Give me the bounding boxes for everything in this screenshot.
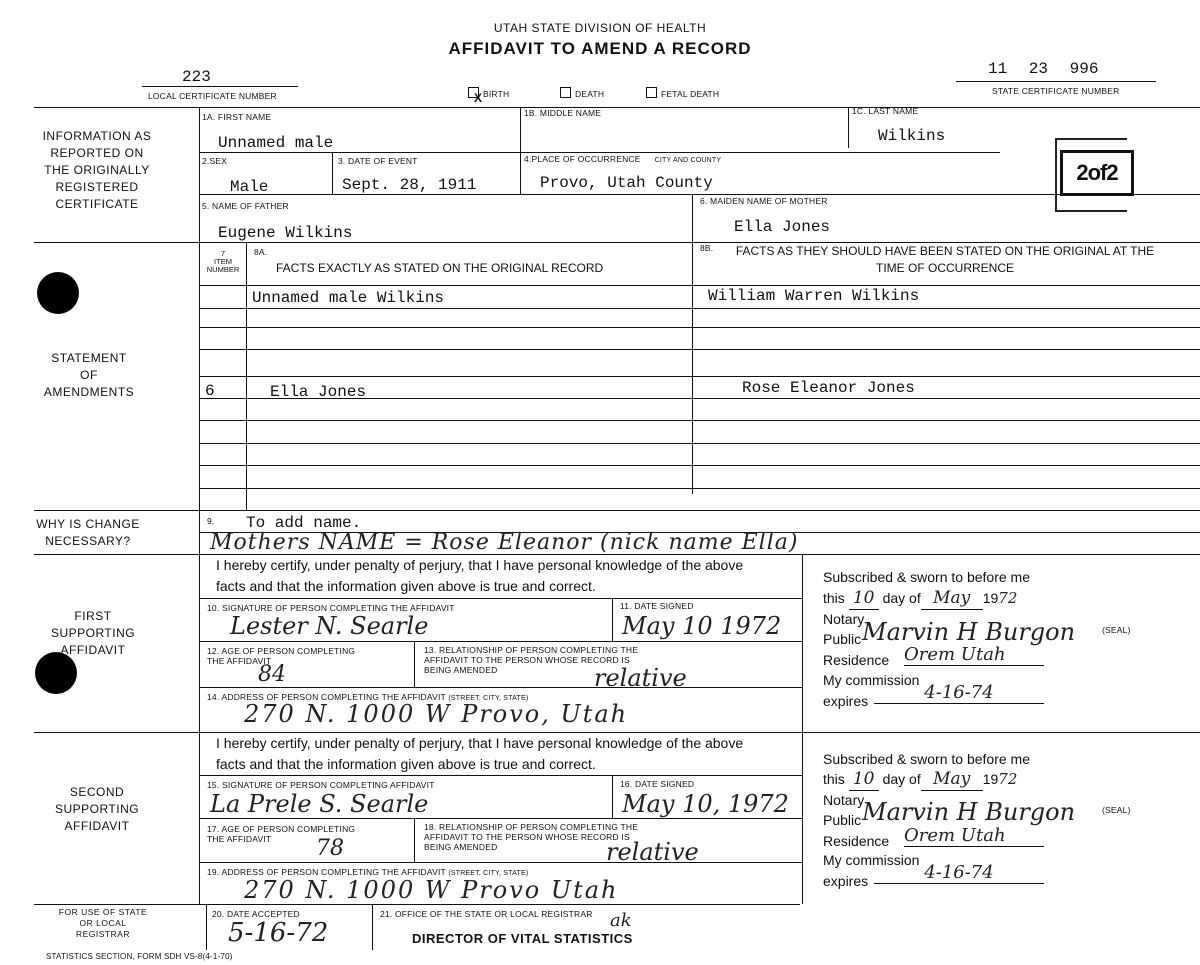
date-of-event-label: 3. DATE OF EVENT [338, 156, 418, 166]
record-type-fetal-death[interactable]: FETAL DEATH [646, 87, 719, 99]
state-cert-number: 11 23 996 [988, 60, 1099, 78]
amend-row2-original: Ella Jones [270, 383, 367, 401]
second-date-signed: May 10, 1972 [622, 790, 789, 818]
second-address: 270 N. 1000 W Provo Utah [244, 876, 619, 904]
record-type-birth[interactable]: X BIRTH [468, 87, 509, 99]
second-expires: 4-16-74 [874, 862, 1044, 884]
second-notary-label: Notary [823, 792, 865, 808]
place-label: 4.PLACE OF OCCURRENCE CITY AND COUNTY [524, 154, 722, 164]
first-commission-label: My commission [823, 672, 920, 688]
first-notary-date: this 10 day of May 1972 [823, 588, 1018, 608]
second-public-label: Public [823, 812, 862, 828]
second-notary-signature: Marvin H Burgon [862, 798, 1076, 826]
first-relationship: relative [594, 664, 687, 692]
first-residence-label: Residence [823, 652, 890, 668]
reason-handwritten: Mothers NAME = Rose Eleanor (nick name Ella) [210, 530, 799, 555]
second-certify-text: I hereby certify, under penalty of perjury, that I have personal knowledge of the above facts and that the information given above is true and correct. [216, 735, 744, 772]
first-date-label: 11. DATE SIGNED [620, 601, 694, 611]
second-signature: La Prele S. Searle [210, 790, 429, 818]
second-seal: (SEAL) [1102, 805, 1131, 815]
first-date-signed: May 10 1972 [622, 612, 782, 640]
first-seal: (SEAL) [1102, 625, 1131, 635]
first-notary-line1: Subscribed & sworn to before me [823, 569, 1030, 585]
second-age: 78 [316, 836, 344, 861]
page-stamp-text: 2of2 [1060, 150, 1134, 196]
first-public-label: Public [823, 631, 862, 647]
amend-row1-original: Unnamed male Wilkins [252, 289, 445, 307]
section-label-second: SECOND SUPPORTING AFFIDAVIT [54, 785, 140, 833]
local-cert-number: 223 [182, 68, 211, 86]
place-value: Provo, Utah County [540, 174, 713, 192]
second-notary-date: this 10 day of May 1972 [823, 769, 1018, 789]
date-of-event-value: Sept. 28, 1911 [342, 176, 477, 194]
second-date-label: 16. DATE SIGNED [620, 779, 695, 789]
office-label: 21. OFFICE OF THE STATE OR LOCAL REGISTRAR [380, 909, 593, 919]
reason-num: 9. [207, 516, 215, 526]
first-notary-label: Notary [823, 611, 865, 627]
form-footer: STATISTICS SECTION, FORM SDH VS-8(4-1-70) [46, 952, 233, 961]
first-address: 270 N. 1000 W Provo, Utah [244, 700, 629, 728]
first-signature: Lester N. Searle [230, 612, 429, 640]
section-label-registrar: FOR USE OF STATE OR LOCAL REGISTRAR [58, 907, 148, 939]
second-notary-line1: Subscribed & sworn to before me [823, 751, 1030, 767]
agency-name: UTAH STATE DIVISION OF HEALTH [493, 21, 707, 35]
mother-label: 6. MAIDEN NAME OF MOTHER [700, 196, 828, 206]
section-label-original: INFORMATION AS REPORTED ON THE ORIGINALLY REGISTERED CERTIFICATE [42, 129, 152, 211]
section-label-why: WHY IS CHANGE NECESSARY? [36, 517, 140, 548]
accepted-date: 5-16-72 [228, 918, 329, 948]
sex-value: Male [230, 178, 269, 196]
second-sig-label: 15. SIGNATURE OF PERSON COMPLETING AFFIDAVIT [207, 780, 435, 790]
second-expires-label: expires [823, 873, 869, 889]
first-name-label: 1A. FIRST NAME [202, 112, 272, 122]
col-a-num: 8A. [254, 247, 268, 257]
first-expires: 4-16-74 [874, 682, 1044, 704]
second-addr-label: 19. ADDRESS OF PERSON COMPLETING THE AFFIDAVIT (STREET, CITY, STATE) [207, 867, 529, 877]
first-expires-label: expires [823, 693, 869, 709]
section-label-first: FIRST SUPPORTING AFFIDAVIT [50, 609, 136, 657]
sex-label: 2.SEX [202, 156, 228, 166]
punch-hole-top [37, 272, 79, 314]
amend-row1-corrected: William Warren Wilkins [708, 287, 920, 305]
first-addr-label: 14. ADDRESS OF PERSON COMPLETING THE AFFIDAVIT (STREET, CITY, STATE) [207, 692, 529, 702]
first-rel-label: 13. RELATIONSHIP OF PERSON COMPLETING THE AFFIDAVIT TO THE PERSON WHOSE RECORD IS BEING AMENDED [424, 645, 639, 675]
death-checkbox[interactable] [560, 87, 571, 98]
local-cert-label: LOCAL CERTIFICATE NUMBER [148, 91, 277, 101]
first-name-value: Unnamed male [218, 134, 334, 152]
second-relationship: relative [606, 838, 699, 866]
registrar-stamp: DIRECTOR OF VITAL STATISTICS [412, 931, 633, 946]
state-cert-label: STATE CERTIFICATE NUMBER [992, 86, 1120, 96]
father-label: 5. NAME OF FATHER [202, 201, 289, 211]
father-value: Eugene Wilkins [218, 224, 353, 242]
col-b-num: 8B. [700, 243, 714, 253]
item-number-header: 7 ITEM NUMBER [206, 249, 240, 274]
second-residence: Orem Utah [904, 825, 1044, 847]
first-age: 84 [258, 662, 286, 687]
reason-typed: To add name. [246, 514, 362, 532]
first-age-label: 12. AGE OF PERSON COMPLETING THE AFFIDAVIT [207, 646, 356, 666]
second-age-label: 17. AGE OF PERSON COMPLETING THE AFFIDAVIT [207, 824, 356, 844]
section-label-statement: STATEMENT OF AMENDMENTS [43, 351, 135, 399]
last-name-label: 1C. LAST NAME [852, 106, 919, 116]
mother-value: Ella Jones [734, 218, 831, 236]
second-rel-label: 18. RELATIONSHIP OF PERSON COMPLETING THE AFFIDAVIT TO THE PERSON WHOSE RECORD IS BEING AMENDED [424, 822, 639, 852]
second-commission-label: My commission [823, 852, 920, 868]
first-notary-signature: Marvin H Burgon [862, 618, 1076, 646]
birth-checkbox[interactable]: X [468, 87, 479, 98]
form-title: AFFIDAVIT TO AMEND A RECORD [448, 39, 752, 58]
accepted-label: 20. DATE ACCEPTED [212, 909, 300, 919]
registrar-initials: ak [610, 910, 632, 931]
first-sig-label: 10. SIGNATURE OF PERSON COMPLETING THE AFFIDAVIT [207, 603, 455, 613]
record-type-death[interactable]: DEATH [560, 87, 604, 99]
second-residence-label: Residence [823, 833, 890, 849]
amend-row2-item: 6 [205, 382, 215, 400]
first-certify-text: I hereby certify, under penalty of perjury, that I have personal knowledge of the above facts and that the information given above is true and correct. [216, 557, 744, 594]
col-b-header: FACTS AS THEY SHOULD HAVE BEEN STATED ON THE ORIGINAL AT THE TIME OF OCCURRENCE [735, 244, 1155, 275]
first-residence: Orem Utah [904, 644, 1044, 666]
fetal-death-checkbox[interactable] [646, 87, 657, 98]
amend-row2-corrected: Rose Eleanor Jones [742, 379, 915, 397]
last-name-value: Wilkins [878, 127, 946, 145]
middle-name-label: 1B. MIDDLE NAME [524, 108, 602, 118]
col-a-header: FACTS EXACTLY AS STATED ON THE ORIGINAL RECORD [276, 261, 604, 275]
